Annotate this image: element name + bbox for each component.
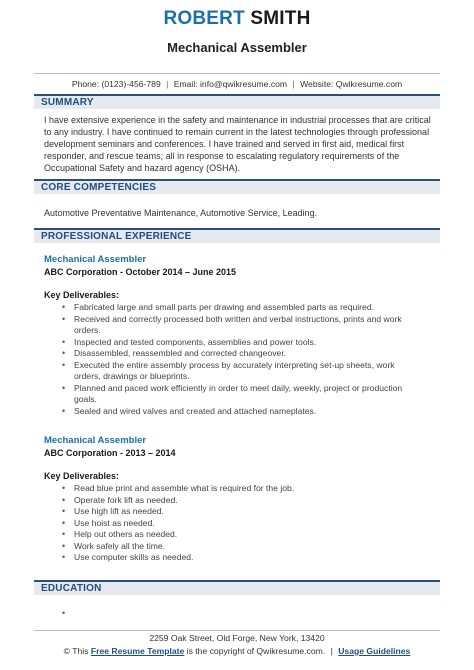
list-item: • Planned and paced work efficiently in order to meet daily, weekly, project or production goals. [62,383,422,406]
footer-divider [34,630,440,631]
contact-phone: Phone: (0123)-456-789 [71,79,161,89]
list-item: • Fabricated large and small parts per drawing and assembled parts as required. [62,302,422,314]
footer-separator: | [330,646,333,656]
free-resume-template-link[interactable]: Free Resume Template [90,646,185,656]
credit-prefix: © This [63,646,89,656]
job-entry-header [44,254,434,278]
contact-separator: | [166,79,169,89]
job-title: Mechanical Assembler [167,40,307,55]
section-header-experience [34,228,440,243]
section-title: CORE COMPETENCIES [41,182,157,193]
section-title: EDUCATION [41,583,102,594]
candidate-name [0,8,474,30]
contact-divider [34,73,440,74]
list-item: • Executed the entire assembly process by accurately interpreting set-up sheets, work orders, drawings or blueprints. [62,360,422,383]
list-item: • Help out others as needed. [62,529,422,541]
key-deliverables-label: Key Deliverables: [44,290,120,300]
job-entry-header [44,435,434,459]
credit-middle: is the copyright of Qwikresume.com. [186,646,326,656]
list-item: • Received and correctly processed both written and verbal instructions, prints and work orders. [62,314,422,337]
contact-email[interactable]: Email: info@qwikresume.com [173,79,288,89]
list-item: • Operate fork lift as needed. [62,495,422,507]
job-role: Mechanical Assembler [44,435,147,446]
key-deliverables-label: Key Deliverables: [44,471,120,481]
first-name: ROBERT [163,8,245,29]
list-item: • Inspected and tested components, assemblies and power tools. [62,337,422,349]
list-item: • Use hoist as needed. [62,518,422,530]
list-item: • Use computer skills as needed. [62,552,422,564]
contact-separator: | [292,79,295,89]
list-item: • Disassembled, reassembled and corrected changeover. [62,348,422,360]
section-header-competencies [34,179,440,194]
job-company-dates: ABC Corporation - October 2014 – June 2015 [44,267,237,277]
footer-credit [0,646,474,656]
list-item: • Sealed and wired valves and created and attached nameplates. [62,406,422,418]
usage-guidelines-link[interactable]: Usage Guidelines [338,646,411,656]
footer-address: 2259 Oak Street, Old Forge, New York, 13420 [149,633,325,643]
section-title: PROFESSIONAL EXPERIENCE [41,231,192,242]
contact-website[interactable]: Website: Qwikresume.com [300,79,403,89]
job-deliverables-list [62,483,422,564]
last-name: SMITH [250,8,311,29]
list-item: • Read blue print and assemble what is required for the job. [62,483,422,495]
section-header-education [34,580,440,595]
summary-text: I have extensive experience in the safety and maintenance in industrial processes that are critical to any industry. I have continued to remain current in the latest technologies through professional development seminars and conferences. I have trained and served in first aid, medical first responder, and rescue teams; all in response to escalating regulatory requirements of the Occupational Safety and hazard agency (OSHA). [44,115,431,173]
competencies-text: Automotive Preventative Maintenance, Automotive Service, Leading. [44,208,318,218]
job-deliverables-list [62,302,422,417]
list-item: • Use high lift as needed. [62,506,422,518]
job-role: Mechanical Assembler [44,254,147,265]
job-company-dates: ABC Corporation - 2013 – 2014 [44,448,176,458]
section-title: SUMMARY [41,97,94,108]
list-item: • Work safely all the time. [62,541,422,553]
section-header-summary [34,94,440,109]
contact-line [0,79,474,89]
